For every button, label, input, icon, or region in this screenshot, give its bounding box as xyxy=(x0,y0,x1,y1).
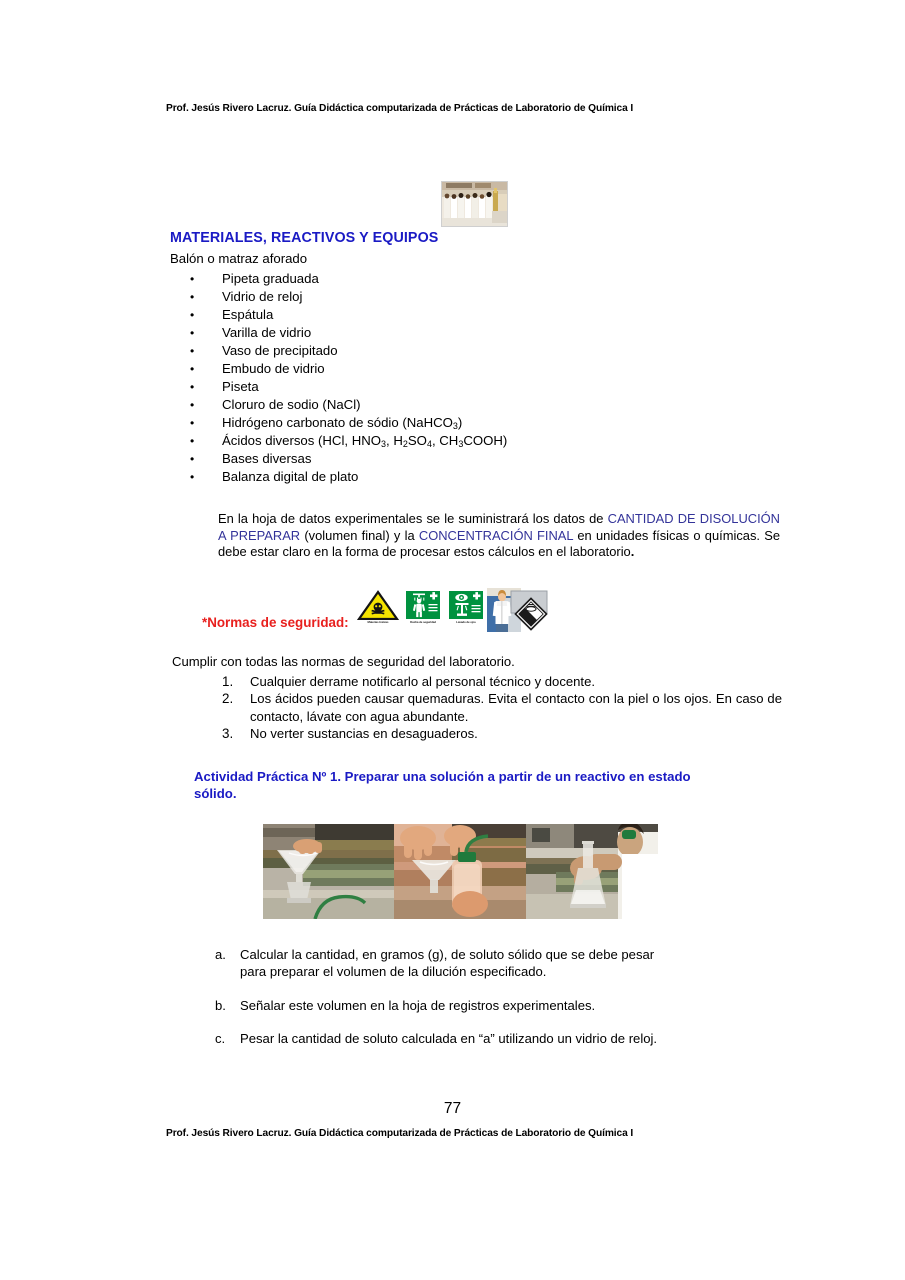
list-item-number: 3. xyxy=(222,725,234,741)
note-segment-2: (volumen final) y la xyxy=(300,527,419,543)
eyewash-station-sign-icon xyxy=(447,590,485,625)
hazard-diamond-placard-icon xyxy=(509,590,553,637)
list-item xyxy=(190,306,750,324)
photo-student-holding-erlenmeyer-flask xyxy=(526,824,658,919)
bullet-icon: • xyxy=(190,326,195,340)
list-item xyxy=(190,432,750,450)
data-sheet-note-paragraph xyxy=(218,511,780,561)
list-item-letter: a. xyxy=(215,947,226,962)
list-item-label: No verter sustancias en desaguaderos. xyxy=(250,725,478,741)
list-item-label: Pesar la cantidad de soluto calculada en “a” utilizando un vidrio de reloj. xyxy=(240,1031,658,1047)
safety-shower-sign-icon xyxy=(404,590,442,625)
photo-pouring-wash-bottle-into-funnel xyxy=(394,824,526,919)
materials-heading: MATERIALES, REACTIVOS Y EQUIPOS xyxy=(170,230,439,246)
list-item xyxy=(190,324,750,342)
note-highlight-concentracion-final: CONCENTRACIÓN FINAL xyxy=(418,527,574,543)
list-item-label: Señalar este volumen en la hoja de registros experimentales. xyxy=(240,997,596,1013)
list-item-label: Cloruro de sodio (NaCl) xyxy=(222,397,361,412)
list-item-label: Cualquier derrame notificarlo al personal técnico y docente. xyxy=(250,674,595,689)
list-item-label-cont: para preparar el volumen de la dilución especificado. xyxy=(240,964,547,980)
list-item-label: Calcular la cantidad, en gramos (g), de soluto sólido que se debe pesar xyxy=(240,947,655,962)
activity-heading-line-1: Actividad Práctica Nº 1. Preparar una solución a partir de un reactivo en estado xyxy=(194,769,691,784)
bullet-icon: • xyxy=(190,290,195,304)
list-item xyxy=(190,450,750,468)
note-segment-1: En la hoja de datos experimentales se le suministrará los datos de xyxy=(218,511,608,526)
safety-rules-list xyxy=(222,673,782,742)
list-item-number: 1. xyxy=(222,674,234,689)
list-item xyxy=(190,378,750,396)
list-item xyxy=(190,360,750,378)
bullet-icon: • xyxy=(190,344,195,358)
list-item xyxy=(190,414,750,432)
list-item-label: Ácidos diversos (HCl, $HNO_3$, $H_2SO_4$, $CH_3COOH$) xyxy=(222,433,508,450)
page-number: 77 xyxy=(443,1100,462,1117)
note-segment-3: en unidades físicas o químicas. Se debe estar claro en la forma de procesar estos cálculos en el laboratorio xyxy=(218,527,781,560)
note-highlight-cantidad-disolucion: CANTIDAD DE DISOLUCIÓN A PREPARAR xyxy=(218,511,780,543)
list-item xyxy=(222,690,782,725)
activity-steps-list xyxy=(215,946,781,1048)
list-item-number: 2. xyxy=(222,691,234,707)
activity-heading xyxy=(194,769,782,802)
list-item-label: Hidrógeno carbonato de sódio (NaHCO$_3$) xyxy=(222,415,463,432)
bullet-icon: • xyxy=(190,380,195,394)
bullet-icon: • xyxy=(190,434,195,448)
safety-intro-line: Cumplir con todas las normas de seguridad del laboratorio. xyxy=(172,654,515,669)
running-head: Prof. Jesús Rivero Lacruz. Guía Didáctica computarizada de Prácticas de Laboratorio de Química I xyxy=(166,103,634,114)
list-item-letter: c. xyxy=(215,1031,226,1047)
list-item-continuation xyxy=(215,963,781,980)
list-item-label: Balanza digital de plato xyxy=(222,469,359,484)
list-item xyxy=(215,997,781,1014)
bullet-icon: • xyxy=(190,398,195,412)
toxic-hazard-triangle-icon xyxy=(357,590,399,625)
list-item xyxy=(190,342,750,360)
list-item xyxy=(215,1030,781,1047)
list-item xyxy=(190,396,750,414)
list-item xyxy=(190,270,750,288)
safety-icon-strip xyxy=(357,590,553,632)
running-foot: Prof. Jesús Rivero Lacruz. Guía Didáctica computarizada de Prácticas de Laboratorio de Química I xyxy=(166,1128,634,1139)
bullet-icon: • xyxy=(190,470,195,484)
list-item xyxy=(222,725,782,742)
list-item-label: Embudo de vidrio xyxy=(222,361,325,376)
list-item-letter: b. xyxy=(215,997,226,1013)
note-segment-4: . xyxy=(630,544,635,560)
materials-lead-line: Balón o matraz aforado xyxy=(170,251,308,266)
list-item xyxy=(190,288,750,306)
icon-caption: Lavado de ojos xyxy=(456,620,476,624)
list-item xyxy=(222,673,782,690)
list-item xyxy=(215,946,781,963)
list-item-label: Pipeta graduada xyxy=(222,271,319,286)
list-item-label: Espátula xyxy=(222,307,274,322)
bullet-icon: • xyxy=(190,452,195,466)
safety-norms-label: *Normas de seguridad: xyxy=(202,615,349,630)
bullet-icon: • xyxy=(190,272,195,286)
icon-caption: Materias tóxicas xyxy=(367,620,389,624)
bullet-icon: • xyxy=(190,362,195,376)
list-item xyxy=(190,468,750,486)
list-item-label: Vaso de precipitado xyxy=(222,343,338,358)
list-item-label: Vidrio de reloj xyxy=(222,289,303,304)
activity-heading-line-2: sólido. xyxy=(194,785,237,801)
list-item-label: Los ácidos pueden causar quemaduras. Evita el contacto con la piel o los ojos. En caso de contacto, lávate con agua abundante. xyxy=(250,691,782,724)
materials-bullet-list xyxy=(190,270,750,486)
list-item-label: Piseta xyxy=(222,379,259,394)
bullet-icon: • xyxy=(190,308,195,322)
photo-funnel-in-flask xyxy=(263,824,394,919)
list-item-letter-spacer xyxy=(215,963,240,980)
group-photo-students-lab-coats xyxy=(441,181,508,227)
bullet-icon: • xyxy=(190,416,195,430)
list-item-label: Bases diversas xyxy=(222,451,312,466)
activity-photo-strip xyxy=(263,824,658,919)
icon-caption: Ducha de seguridad xyxy=(410,620,436,624)
list-item-label: Varilla de vidrio xyxy=(222,325,312,340)
